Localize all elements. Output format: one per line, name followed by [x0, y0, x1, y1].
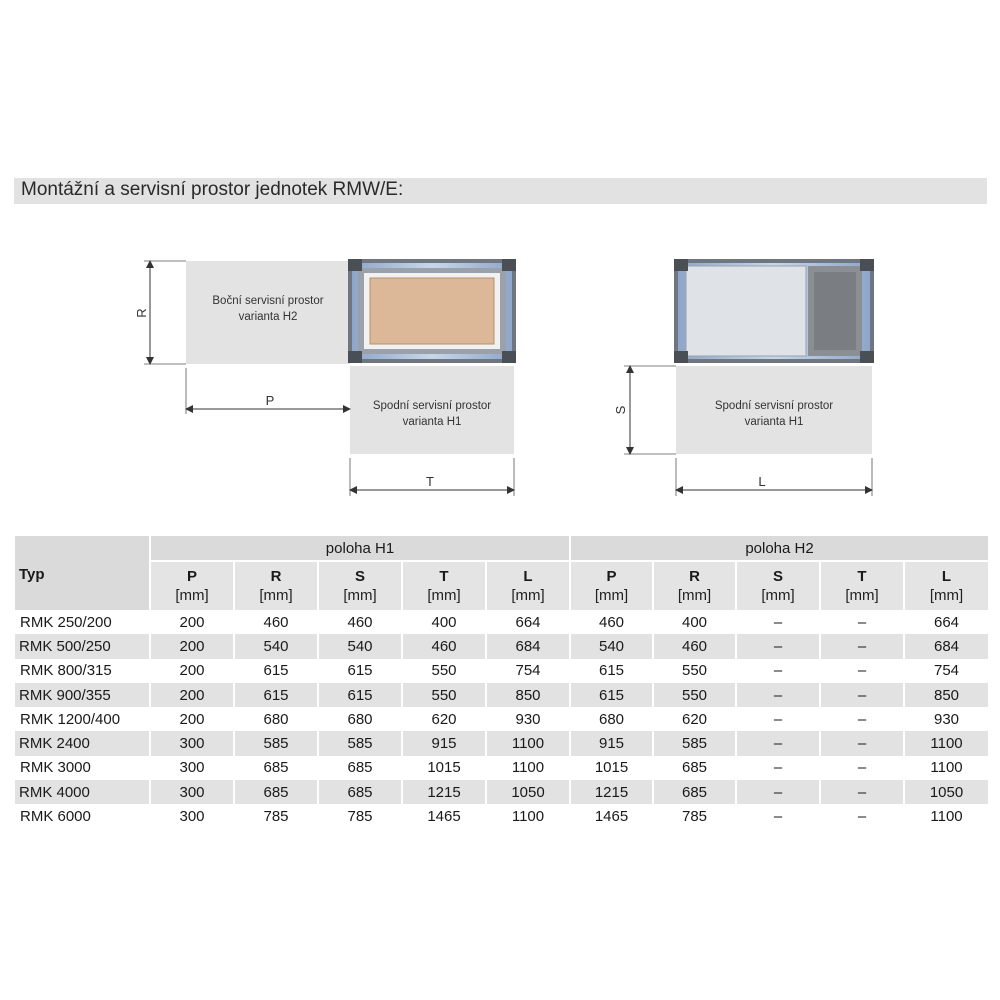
cell-typ: RMK 6000	[20, 808, 91, 826]
column-header-unit: [mm]	[511, 587, 545, 604]
cell-value: 585	[653, 731, 736, 755]
cell-value: 620	[681, 710, 708, 728]
table-body	[15, 610, 988, 829]
cell-value: 615	[347, 662, 373, 680]
column-header	[234, 561, 318, 610]
cell-value: 680	[598, 710, 625, 728]
cell-value: 754	[933, 662, 960, 680]
column-header-letter: P	[606, 568, 617, 585]
column-header-unit: [mm]	[427, 587, 461, 604]
table-row	[15, 804, 988, 828]
cell-value: 300	[179, 759, 205, 777]
table-row	[15, 780, 988, 804]
cell-value: 685	[263, 759, 289, 777]
cell-value: 1015	[427, 759, 461, 777]
cell-value: 664	[515, 613, 541, 631]
cell-value: 460	[347, 613, 373, 631]
cell-value: 684	[486, 634, 570, 658]
cell-value: –	[820, 731, 904, 755]
cell-value: 615	[234, 683, 318, 707]
cell-typ: RMK 250/200	[20, 613, 112, 631]
dim-label-S: S	[613, 405, 628, 415]
cell-value: 550	[402, 683, 486, 707]
dim-label-L: L	[758, 474, 766, 489]
cell-value: 685	[653, 780, 736, 804]
column-header-unit: [mm]	[929, 587, 964, 604]
cell-value: 540	[234, 634, 318, 658]
cell-value: 300	[150, 780, 234, 804]
column-header-unit: [mm]	[343, 587, 377, 604]
unit-drawing-right	[674, 259, 874, 363]
cell-value: 1050	[486, 780, 570, 804]
dim-label-P: P	[265, 393, 275, 408]
cell-value: 1100	[904, 731, 988, 755]
column-header-letter: P	[186, 568, 197, 585]
table-row	[15, 659, 988, 683]
cell-value: –	[857, 808, 867, 826]
cell-value: 685	[347, 759, 373, 777]
column-header-letter: R	[689, 568, 700, 585]
cell-value: 300	[179, 808, 205, 826]
cell-value: 785	[263, 808, 289, 826]
cell-value: 1100	[930, 759, 963, 777]
right-diagram	[613, 259, 874, 496]
column-header	[402, 561, 486, 610]
dim-label-R: R	[134, 308, 149, 318]
column-header-unit: [mm]	[677, 587, 712, 604]
column-header-letter: T	[857, 568, 867, 585]
table-column-header	[15, 561, 988, 610]
column-header-letter: S	[772, 568, 783, 585]
cell-value: –	[857, 759, 867, 777]
cell-value: –	[736, 634, 820, 658]
cell-value: 685	[234, 780, 318, 804]
cell-value: 615	[263, 662, 289, 680]
cell-value: 585	[234, 731, 318, 755]
cell-value: –	[857, 662, 867, 680]
cell-value: 785	[347, 808, 373, 826]
cell-value: 200	[179, 710, 205, 728]
table-row	[15, 731, 988, 755]
cell-value: 1215	[570, 780, 653, 804]
cell-value: 1100	[511, 808, 545, 826]
cell-value: 930	[933, 710, 960, 728]
column-header-letter: R	[270, 568, 282, 585]
column-header	[486, 561, 570, 610]
cell-typ: RMK 4000	[15, 780, 150, 804]
cell-value: –	[773, 613, 783, 631]
column-header-letter: S	[354, 568, 365, 585]
cell-value: 300	[150, 731, 234, 755]
unit-drawing-left	[348, 259, 516, 363]
cell-value: 400	[431, 613, 457, 631]
left-diagram	[134, 259, 516, 496]
cell-value: 460	[598, 613, 625, 631]
bottom-space-label-right-1: Spodní servisní prostor	[714, 400, 834, 412]
cell-value: –	[820, 683, 904, 707]
cell-value: –	[820, 780, 904, 804]
cell-value: 460	[402, 634, 486, 658]
bottom-space-label-left-2: varianta H1	[402, 416, 462, 428]
cell-value: 930	[515, 710, 541, 728]
cell-value: 400	[681, 613, 708, 631]
column-header	[820, 561, 904, 610]
cell-value: –	[857, 613, 867, 631]
cell-value: 200	[150, 683, 234, 707]
cell-value: –	[773, 662, 783, 680]
cell-value: 200	[150, 634, 234, 658]
side-space-label-2: varianta H2	[238, 311, 298, 323]
cell-value: 850	[486, 683, 570, 707]
cell-value: 615	[598, 662, 625, 680]
cell-typ: RMK 900/355	[15, 683, 150, 707]
table-row	[15, 756, 988, 780]
cell-value: 850	[904, 683, 988, 707]
cell-value: 1100	[511, 759, 545, 777]
table-row	[15, 610, 988, 634]
cell-value: 615	[318, 683, 402, 707]
cell-value: 1465	[594, 808, 629, 826]
cell-value: 1050	[904, 780, 988, 804]
cell-value: 550	[431, 662, 457, 680]
cell-value: –	[773, 710, 783, 728]
cell-value: 785	[681, 808, 708, 826]
section-title: Montážní a servisní prostor jednotek RMW/E:	[21, 179, 404, 200]
typ-header: Typ	[15, 536, 150, 610]
cell-value: 684	[904, 634, 988, 658]
column-header	[653, 561, 736, 610]
column-header-unit: [mm]	[761, 587, 795, 604]
column-header	[904, 561, 988, 610]
cell-value: 550	[681, 662, 708, 680]
dimensions-table	[14, 536, 988, 829]
column-header	[318, 561, 402, 610]
cell-typ: RMK 3000	[20, 759, 91, 777]
side-space-label-1: Boční servisní prostor	[212, 295, 324, 307]
table-group-header	[15, 536, 988, 561]
table-row	[15, 707, 988, 731]
cell-value: 200	[179, 613, 205, 631]
cell-value: 915	[402, 731, 486, 755]
cell-typ: RMK 800/315	[20, 662, 112, 680]
group-header-h2: poloha H2	[570, 536, 988, 561]
cell-value: 1465	[427, 808, 461, 826]
cell-value: –	[736, 683, 820, 707]
cell-typ: RMK 500/250	[15, 634, 150, 658]
cell-value: 1100	[486, 731, 570, 755]
cell-value: 1215	[402, 780, 486, 804]
cell-value: 620	[431, 710, 457, 728]
cell-value: 540	[570, 634, 653, 658]
column-header-unit: [mm]	[175, 587, 209, 604]
cell-value: 550	[653, 683, 736, 707]
cell-value: 685	[318, 780, 402, 804]
cell-value: –	[736, 731, 820, 755]
table-row	[15, 683, 988, 707]
column-header-letter: L	[941, 568, 952, 585]
cell-value: 615	[570, 683, 653, 707]
cell-value: 460	[653, 634, 736, 658]
cell-value: –	[773, 808, 783, 826]
column-header-unit: [mm]	[594, 587, 629, 604]
column-header-unit: [mm]	[259, 587, 293, 604]
cell-value: 754	[515, 662, 541, 680]
column-header-letter: T	[439, 568, 449, 585]
cell-value: 585	[318, 731, 402, 755]
cell-value: 200	[179, 662, 205, 680]
column-header	[150, 561, 234, 610]
dim-label-T: T	[426, 474, 434, 489]
bottom-space-label-right-2: varianta H1	[744, 416, 804, 428]
column-header-unit: [mm]	[845, 587, 879, 604]
cell-typ: RMK 2400	[15, 731, 150, 755]
group-header-h1: poloha H1	[150, 536, 570, 561]
cell-value: 1100	[930, 808, 963, 826]
column-header	[570, 561, 653, 610]
cell-value: 540	[318, 634, 402, 658]
cell-value: 664	[933, 613, 960, 631]
cell-value: 680	[347, 710, 373, 728]
cell-value: 685	[681, 759, 708, 777]
cell-value: 680	[263, 710, 289, 728]
cell-value: 460	[263, 613, 289, 631]
cell-value: –	[820, 634, 904, 658]
cell-value: 1015	[594, 759, 629, 777]
bottom-space-label-left-1: Spodní servisní prostor	[372, 400, 492, 412]
cell-value: –	[857, 710, 867, 728]
column-header-letter: L	[523, 568, 533, 585]
cell-value: 915	[570, 731, 653, 755]
cell-value: –	[773, 759, 783, 777]
cell-value: –	[736, 780, 820, 804]
table-row	[15, 634, 988, 658]
cell-typ: RMK 1200/400	[20, 710, 121, 728]
column-header	[736, 561, 820, 610]
